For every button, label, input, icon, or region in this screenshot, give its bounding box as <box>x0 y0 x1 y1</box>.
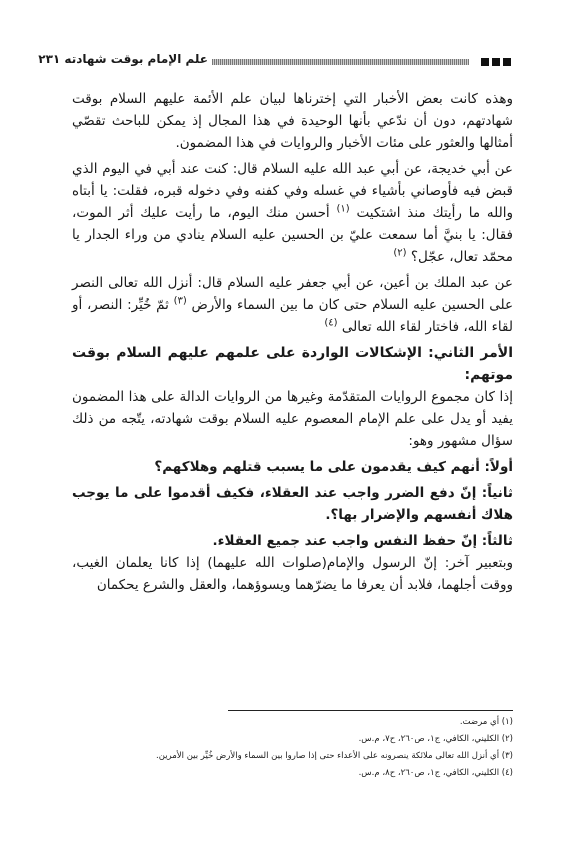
paragraph-question-intro: إذا كان مجموع الروايات المتقدّمة وغيرها من الروايات الدالة على هذا المضمون يفيد أو يدل على علم الإمام المعصوم عليه السلام بوقت شهادته، يتّجه من ذلك سؤال مشهور وهو: <box>72 389 513 449</box>
objection-first: أولاً: أنهم كيف يقدمون على ما يسبب قتلهم وهلاكهم؟ <box>154 459 513 475</box>
footnote-1: (١) أي مرضت. <box>459 717 513 727</box>
hadith-text-cont: ثمّ خُيِّر: النصر، أو لقاء الله، فاختار لقاء الله تعالى <box>72 297 513 335</box>
footnote-separator <box>228 710 513 711</box>
footnote-3: (٣) أي أنزل الله تعالى ملائكة ينصرونه على الأعداء حتى إذا صاروا بين السماء والأرض خُيِّر بين الأمرين. <box>156 751 513 761</box>
square-ornament <box>481 58 489 66</box>
footnote-marker-3[interactable]: (٣) <box>173 295 187 307</box>
header-ornament-band <box>212 59 469 65</box>
hadith-text: عن أبي خديجة، عن أبي عبد الله عليه السلام قال: كنت عند أبي في اليوم الذي قبض فيه فأوصاني بأشياء في غسله وفي كفنه وفي دخوله قبره، فقلت: يا أبتاه والله ما رأيتك منذ اشتكيت <box>72 161 514 221</box>
running-header <box>38 52 511 70</box>
square-ornament <box>492 58 500 66</box>
header-square-ornaments <box>481 58 511 66</box>
paragraph-hadith-abd-al-malik <box>72 272 513 338</box>
paragraph-intro: وهذه كانت بعض الأخبار التي إخترناها لبيان علم الأئمة عليهم السلام بوقت شهادتهم، دون أن ندّعي بأنها الوحيدة في هذا المجال إذ يمكن للباحث تقصّي أمثالها والعثور على مئات الأخبار والروايات في هذا المضمون. <box>72 91 513 151</box>
hadith-text: عن عبد الملك بن أعين، عن أبي جعفر عليه السلام قال: أنزل الله تعالى النصر على الحسين عليه السلام حتى كان ما بين السماء والأرض <box>72 275 514 313</box>
header-title: علم الإمام بوقت شهادته ٢٣١ <box>38 52 208 66</box>
paragraph-hadith-abu-khadija <box>72 158 513 268</box>
footnote-4: (٤) الكليني، الكافي، ج١، ص٢٦٠، ح٨، م.س. <box>358 768 513 778</box>
objection-third: ثالثاً: إنّ حفظ النفس واجب عند جميع العقلاء. <box>212 533 513 549</box>
hadith-text-cont: أحسن منك اليوم، ما رأيت عليك أثر الموت، فقال: يا بنيَّ أما سمعت عليّ بن الحسين عليه السلام ينادي من وراء الجدار يا محمّد تعال، عجّل؟ <box>72 205 513 265</box>
footnote-marker-4[interactable]: (٤) <box>324 317 338 329</box>
square-ornament <box>503 58 511 66</box>
section-heading: الأمر الثاني: الإشكالات الواردة على علمهم عليهم السلام بوقت موتهم: <box>72 345 513 383</box>
footnotes <box>72 714 513 782</box>
paragraph-rephrasing: وبتعبير آخر: إنّ الرسول والإمام(صلوات الله عليهما) إذا كانا يعلمان الغيب، ووقت أجلهما، فلابد أن يعرفا ما يضرّهما ويسوؤهما، والعقل والشرع يحكمان <box>72 555 513 593</box>
footnote-marker-2[interactable]: (٢) <box>393 247 407 259</box>
objection-second: ثانياً: إنّ دفع الضرر واجب عند العقلاء، فكيف أقدموا على ما يوجب هلاك أنفسهم والإضرار بها؟. <box>72 485 513 523</box>
body-text <box>72 88 513 596</box>
footnote-marker-1[interactable]: (١) <box>336 203 350 215</box>
footnote-2: (٢) الكليني، الكافي، ج١، ص٢٦٠، ح٧، م.س. <box>358 734 513 744</box>
